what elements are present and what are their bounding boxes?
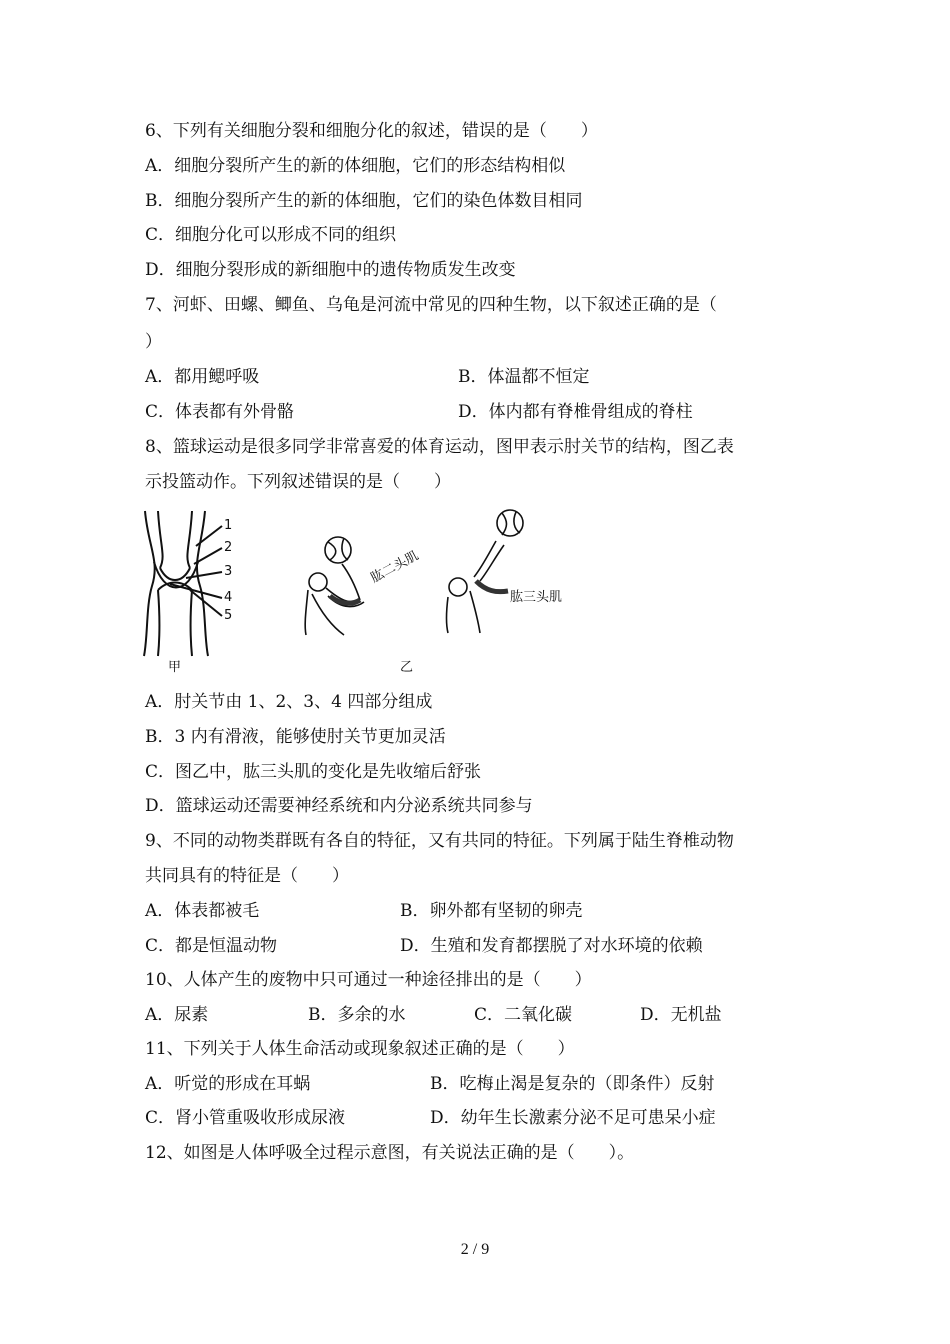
- q11-option-b: B．吃梅止渴是复杂的（即条件）反射: [430, 1074, 715, 1094]
- q9-option-b: B．卵外都有坚韧的卵壳: [400, 901, 583, 921]
- q9-option-a: A．体表都被毛: [145, 901, 260, 921]
- biceps-label: 肱二头肌: [368, 548, 422, 587]
- q11-stem: 11、下列关于人体生命活动或现象叙述正确的是（ ）: [145, 1039, 575, 1059]
- fig-label-1: 1: [224, 518, 233, 533]
- q9-option-c: C．都是恒温动物: [145, 936, 278, 956]
- q6-option-a: A．细胞分裂所产生的新的体细胞，它们的形态结构相似: [145, 156, 566, 176]
- q8-option-d: D．篮球运动还需要神经系统和内分泌系统共同参与: [145, 796, 533, 816]
- q9-option-d: D．生殖和发育都摆脱了对水环境的依赖: [400, 936, 703, 956]
- fig-label-5: 5: [224, 608, 233, 623]
- q6-option-c: C．细胞分化可以形成不同的组织: [145, 225, 397, 245]
- q10-option-b: B．多余的水: [308, 1005, 406, 1025]
- q8-option-c: C．图乙中，肱三头肌的变化是先收缩后舒张: [145, 762, 482, 782]
- fig-jia-label: 甲: [168, 660, 182, 675]
- q11-option-c: C．肾小管重吸收形成尿液: [145, 1108, 346, 1128]
- q11-option-a: A．听觉的形成在耳蜗: [145, 1074, 311, 1094]
- q6-option-b: B．细胞分裂所产生的新的体细胞，它们的染色体数目相同: [145, 191, 583, 211]
- q6-option-d: D．细胞分裂形成的新细胞中的遗传物质发生改变: [145, 260, 516, 280]
- q10-stem: 10、人体产生的废物中只可通过一种途径排出的是（ ）: [145, 970, 592, 990]
- q10-option-c: C．二氧化碳: [474, 1005, 573, 1025]
- q12-stem: 12、如图是人体呼吸全过程示意图，有关说法正确的是（ ）。: [145, 1143, 635, 1163]
- fig-yi-label: 乙: [400, 660, 414, 675]
- triceps-label: 肱三头肌: [510, 590, 563, 605]
- fig-label-3: 3: [224, 564, 233, 579]
- q8-option-b: B．3 内有滑液，能够使肘关节更加灵活: [145, 727, 446, 747]
- q7-option-d: D．体内都有脊椎骨组成的脊柱: [458, 402, 693, 422]
- q11-option-d: D．幼年生长激素分泌不足可患呆小症: [430, 1108, 716, 1128]
- q7-stem: 7、河虾、田螺、鲫鱼、乌龟是河流中常见的四种生物，以下叙述正确的是（: [145, 295, 717, 315]
- q7-option-b: B．体温都不恒定: [458, 367, 590, 387]
- q10-option-d: D．无机盐: [640, 1005, 722, 1025]
- fig-label-4: 4: [224, 590, 233, 605]
- q8-stem-cont: 示投篮动作。下列叙述错误的是（ ）: [145, 472, 451, 492]
- q9-stem-cont: 共同具有的特征是（ ）: [145, 866, 349, 886]
- q9-stem: 9、不同的动物类群既有各自的特征，又有共同的特征。下列属于陆生脊椎动物: [145, 831, 734, 851]
- shooting-figure-right: [430, 505, 530, 635]
- q8-option-a: A．肘关节由 1、2、3、4 四部分组成: [145, 692, 433, 712]
- q10-option-a: A．尿素: [145, 1005, 209, 1025]
- q7-option-a: A．都用鳃呼吸: [145, 367, 260, 387]
- q8-stem: 8、篮球运动是很多同学非常喜爱的体育运动，图甲表示肘关节的结构，图乙表: [145, 437, 734, 457]
- q7-stem-cont: ）: [145, 332, 162, 352]
- q6-stem: 6、下列有关细胞分裂和细胞分化的叙述，错误的是（ ）: [145, 121, 598, 141]
- fig-label-2: 2: [224, 540, 233, 555]
- page-number: 2 / 9: [460, 1241, 490, 1258]
- q7-option-c: C．体表都有外骨骼: [145, 402, 295, 422]
